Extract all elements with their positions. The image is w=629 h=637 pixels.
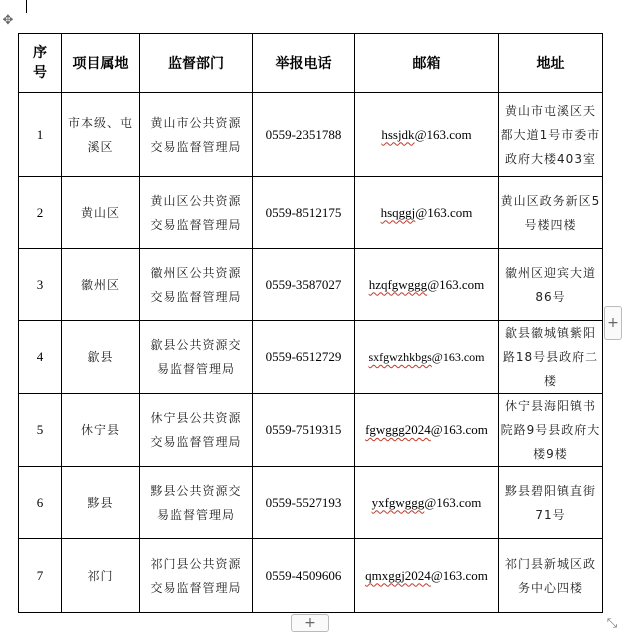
- email-domain: @163.com: [430, 567, 488, 583]
- row-email: [355, 249, 499, 321]
- row-dept: 歙县公共资源交易监督管理局: [140, 321, 253, 394]
- header-row: [19, 34, 603, 93]
- table-row: [19, 321, 603, 394]
- row-area: 徽州区: [62, 249, 140, 321]
- row-dept: 徽州区公共资源交易监督管理局: [140, 249, 253, 321]
- table-row: [19, 539, 603, 613]
- email-domain: @163.com: [414, 126, 472, 142]
- row-phone: 0559-2351788: [253, 93, 355, 177]
- row-no: 3: [19, 249, 62, 321]
- email-domain: @163.com: [427, 276, 485, 292]
- row-dept: 休宁县公共资源交易监督管理局: [140, 394, 253, 467]
- table-row: [19, 249, 603, 321]
- email-user: hssjdk: [381, 126, 415, 142]
- row-address: 黄山市屯溪区天都大道1号市委市政府大楼403室: [499, 93, 603, 177]
- row-no: 1: [19, 93, 62, 177]
- email-domain: @163.com: [430, 422, 488, 437]
- row-email: [355, 467, 499, 539]
- row-area: 市本级、屯溪区: [62, 93, 140, 177]
- add-column-button[interactable]: +: [604, 306, 622, 340]
- row-phone: 0559-5527193: [253, 467, 355, 539]
- email-domain: @163.com: [431, 350, 485, 364]
- table-move-icon[interactable]: ✥: [2, 13, 14, 28]
- email-domain: @163.com: [415, 204, 473, 220]
- row-address: 歙县徽城镇紫阳路18号县政府二楼: [499, 321, 603, 394]
- row-email: [355, 93, 499, 177]
- row-address: 祁门县新城区政务中心四楼: [499, 539, 603, 613]
- table-row: [19, 394, 603, 467]
- row-email: [355, 394, 499, 467]
- row-address: 黟县碧阳镇直街71号: [499, 467, 603, 539]
- row-no: 2: [19, 177, 62, 249]
- row-area: 黟县: [62, 467, 140, 539]
- row-area: 歙县: [62, 321, 140, 394]
- add-row-button[interactable]: +: [291, 614, 329, 632]
- row-no: 5: [19, 394, 62, 467]
- contact-table: [18, 33, 603, 613]
- header-address: 地址: [499, 34, 603, 93]
- row-area: 祁门: [62, 539, 140, 613]
- email-user: fgwggg2024: [365, 422, 431, 437]
- row-no: 7: [19, 539, 62, 613]
- row-area: 休宁县: [62, 394, 140, 467]
- table-row: [19, 93, 603, 177]
- row-area: 黄山区: [62, 177, 140, 249]
- row-dept: 黄山区公共资源交易监督管理局: [140, 177, 253, 249]
- header-email: 邮箱: [355, 34, 499, 93]
- row-dept: 祁门县公共资源交易监督管理局: [140, 539, 253, 613]
- header-no: 序号: [19, 34, 62, 93]
- row-dept: 黄山市公共资源交易监督管理局: [140, 93, 253, 177]
- table-row: [19, 177, 603, 249]
- row-phone: 0559-3587027: [253, 249, 355, 321]
- row-email: [355, 177, 499, 249]
- row-phone: 0559-6512729: [253, 321, 355, 394]
- row-dept: 黟县公共资源交易监督管理局: [140, 467, 253, 539]
- email-user: hsqggj: [380, 204, 416, 220]
- row-no: 4: [19, 321, 62, 394]
- row-email: [355, 321, 499, 394]
- row-no: 6: [19, 467, 62, 539]
- row-address: 休宁县海阳镇书院路9号县政府大楼9楼: [499, 394, 603, 467]
- row-email: [355, 539, 499, 613]
- row-phone: 0559-7519315: [253, 394, 355, 467]
- email-domain: @163.com: [424, 494, 482, 510]
- header-phone: 举报电话: [253, 34, 355, 93]
- row-address: 黄山区政务新区5号楼四楼: [499, 177, 603, 249]
- email-user: yxfgwggg: [371, 494, 425, 510]
- table-resize-icon[interactable]: ⤡: [606, 616, 618, 631]
- email-user: qmxggj2024: [365, 567, 431, 583]
- table-row: [19, 467, 603, 539]
- header-dept: 监督部门: [140, 34, 253, 93]
- row-address: 徽州区迎宾大道86号: [499, 249, 603, 321]
- text-cursor: [26, 0, 27, 13]
- header-area: 项目属地: [62, 34, 140, 93]
- row-phone: 0559-8512175: [253, 177, 355, 249]
- row-phone: 0559-4509606: [253, 539, 355, 613]
- email-user: sxfgwzhkbgs: [368, 350, 432, 364]
- email-user: hzqfgwggg: [368, 276, 428, 292]
